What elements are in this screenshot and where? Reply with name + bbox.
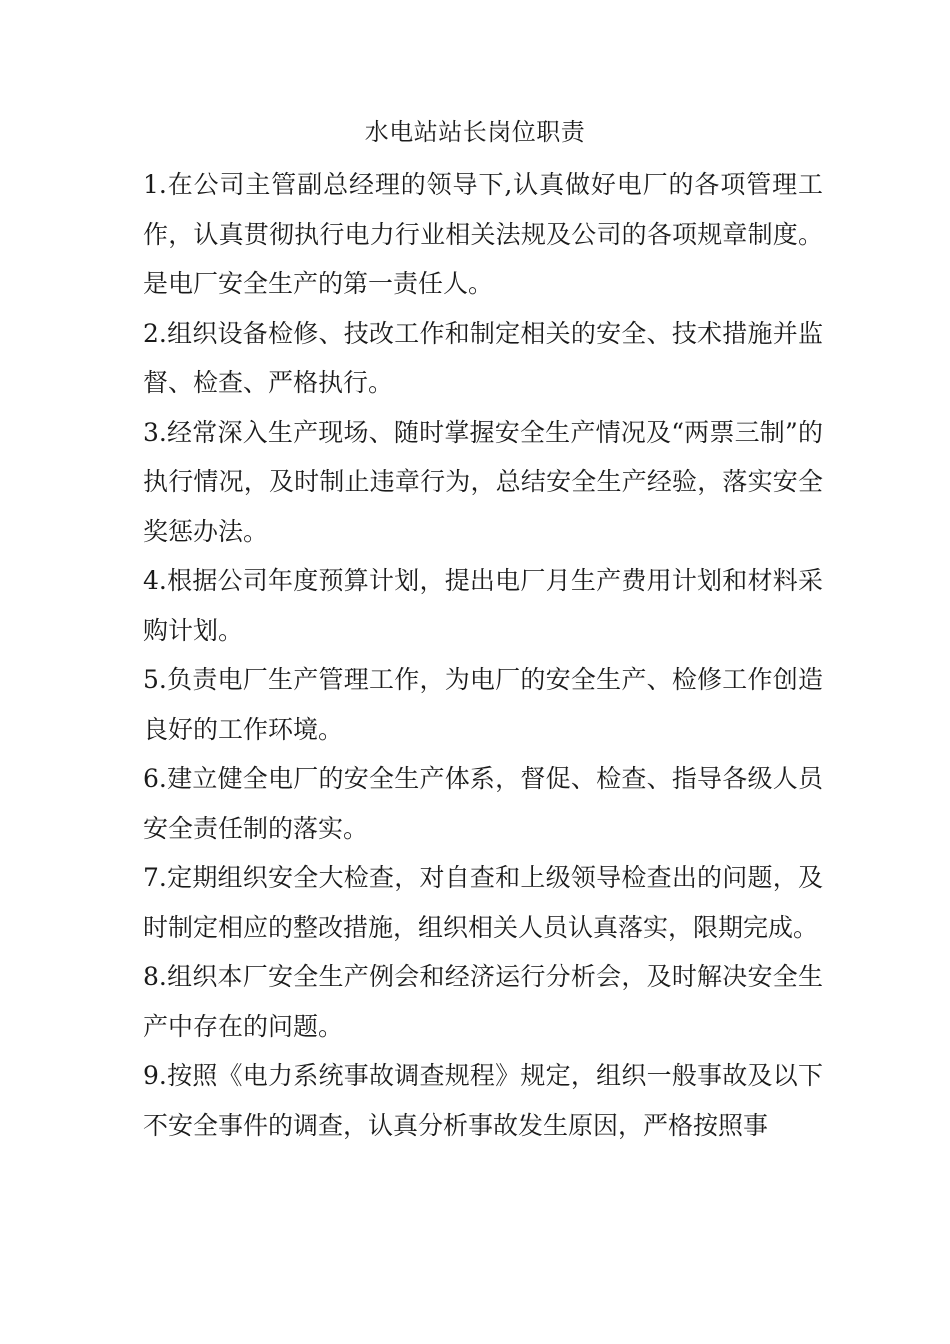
duty-item-8: 8.组织本厂安全生产例会和经济运行分析会，及时解决安全生产中存在的问题。 xyxy=(143,962,823,1041)
duty-item-2: 2.组织设备检修、技改工作和制定相关的安全、技术措施并监督、检查、严格执行。 xyxy=(143,318,823,397)
duty-item-6: 6.建立健全电厂的安全生产体系，督促、检查、指导各级人员安全责任制的落实。 xyxy=(143,764,823,843)
duty-item-3: 3.经常深入生产现场、随时掌握安全生产情况及“两票三制”的执行情况，及时制止违章行为，总结安全生产经验，落实安全奖惩办法。 xyxy=(143,417,823,546)
document-body xyxy=(143,160,823,1150)
document-title: 水电站站长岗位职责 xyxy=(364,118,586,146)
duty-item-7: 7.定期组织安全大检查，对自查和上级领导检查出的问题，及时制定相应的整改措施，组织相关人员认真落实，限期完成。 xyxy=(143,863,823,942)
duty-item-5: 5.负责电厂生产管理工作，为电厂的安全生产、检修工作创造良好的工作环境。 xyxy=(143,665,823,744)
duty-item-1: 1.在公司主管副总经理的领导下,认真做好电厂的各项管理工作，认真贯彻执行电力行业相关法规及公司的各项规章制度。是电厂安全生产的第一责任人。 xyxy=(143,170,823,298)
duty-item-4: 4.根据公司年度预算计划，提出电厂月生产费用计划和材料采购计划。 xyxy=(143,566,823,645)
duty-item-9: 9.按照《电力系统事故调查规程》规定，组织一般事故及以下不安全事件的调查，认真分析事故发生原因，严格按照事 xyxy=(143,1061,823,1140)
